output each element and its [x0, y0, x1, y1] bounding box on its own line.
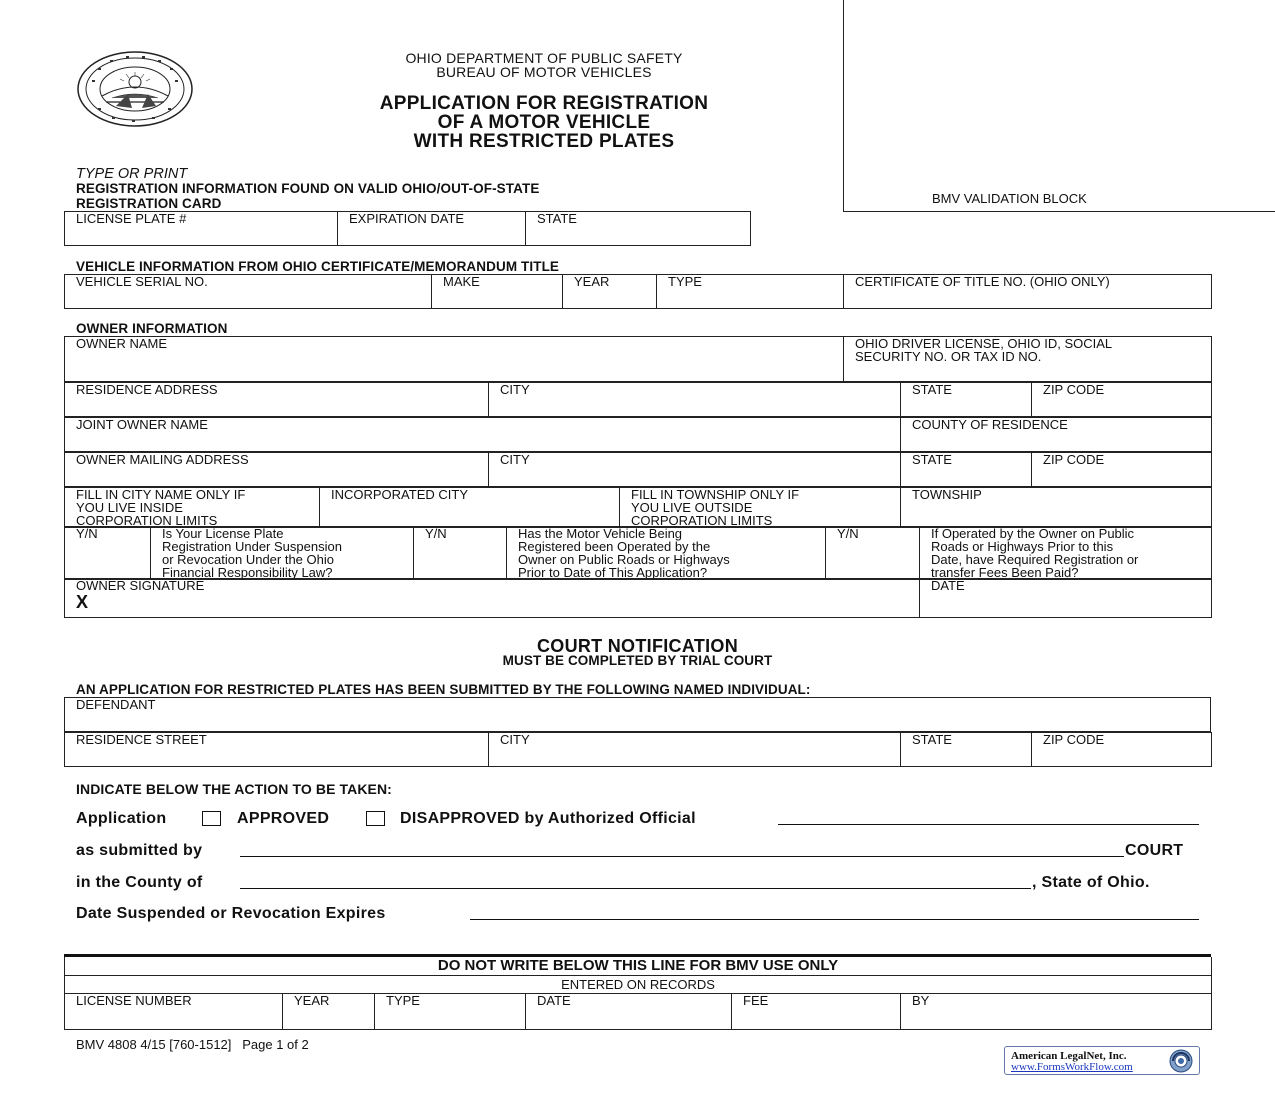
- county-of-label: in the County of: [76, 874, 203, 891]
- expiration-date-label: EXPIRATION DATE: [349, 211, 465, 226]
- registration-state-label: STATE: [537, 211, 577, 226]
- approved-checkbox[interactable]: [202, 811, 221, 826]
- q2-line-1: Has the Motor Vehicle Being: [518, 526, 683, 541]
- year-label: YEAR: [574, 274, 610, 289]
- mailing-zip-field[interactable]: [1032, 453, 1212, 487]
- signature-date-label: DATE: [931, 578, 965, 593]
- submitted-by-line[interactable]: [240, 856, 1124, 857]
- state-seal: [76, 50, 194, 128]
- form-number: BMV 4808 4/15 [760-1512] Page 1 of 2: [76, 1037, 309, 1052]
- bmv-type-field[interactable]: [375, 993, 526, 1030]
- bmv-date-field[interactable]: [526, 993, 732, 1030]
- agency-name: [300, 51, 788, 79]
- q3-line-4: transfer Fees Been Paid?: [931, 565, 1079, 580]
- residence-street-field[interactable]: [65, 733, 489, 767]
- q1-line-2: Registration Under Suspension: [162, 539, 342, 554]
- owner-signature-field[interactable]: [65, 579, 920, 618]
- year-field[interactable]: [563, 275, 657, 309]
- fill-township-line-2: YOU LIVE OUTSIDE: [631, 500, 753, 515]
- owner-name-field[interactable]: [65, 337, 844, 382]
- residence-zip-field[interactable]: [1032, 383, 1212, 417]
- residence-state-label: STATE: [912, 382, 952, 397]
- mailing-state-label: STATE: [912, 452, 952, 467]
- owner-name-table: [64, 336, 1212, 382]
- mailing-city-label: CITY: [500, 452, 530, 467]
- bmv-license-number-field[interactable]: [65, 993, 283, 1030]
- agency-line-1: OHIO DEPARTMENT OF PUBLIC SAFETY: [405, 50, 683, 66]
- owner-signature-label: OWNER SIGNATURE: [76, 578, 205, 593]
- registration-table: [64, 211, 751, 246]
- q1-line-3: or Revocation Under the Ohio: [162, 552, 334, 567]
- owner-id-label-line-1: OHIO DRIVER LICENSE, OHIO ID, SOCIAL: [855, 336, 1113, 351]
- defendant-zip-label: ZIP CODE: [1043, 732, 1105, 747]
- expiration-date-field[interactable]: [338, 212, 526, 246]
- license-plate-field[interactable]: [65, 212, 338, 246]
- title-line-2: OF A MOTOR VEHICLE: [437, 112, 651, 133]
- defendant-label: DEFENDANT: [76, 697, 156, 712]
- joint-owner-label: JOINT OWNER NAME: [76, 417, 208, 432]
- named-individual-heading: AN APPLICATION FOR RESTRICTED PLATES HAS BEEN SUBMITTED BY THE FOLLOWING NAMED INDIVIDUAL:: [76, 682, 811, 697]
- fill-township-line-1: FILL IN TOWNSHIP ONLY IF: [631, 487, 800, 502]
- q2-line-3: Owner on Public Roads or Highways: [518, 552, 730, 567]
- mailing-zip-label: ZIP CODE: [1043, 452, 1105, 467]
- q2-line-4: Prior to Date of This Application?: [518, 565, 708, 580]
- mailing-state-field[interactable]: [901, 453, 1032, 487]
- q3-yn-label: Y/N: [837, 526, 859, 541]
- bmv-year-field[interactable]: [283, 993, 375, 1030]
- signature-date-field[interactable]: [920, 579, 1212, 618]
- title-line-3: WITH RESTRICTED PLATES: [413, 131, 675, 152]
- registration-heading: [76, 182, 539, 211]
- registration-state-field[interactable]: [526, 212, 751, 246]
- bmv-year-label: YEAR: [294, 992, 330, 1008]
- approved-label: APPROVED: [237, 810, 330, 827]
- title-number-label: CERTIFICATE OF TITLE NO. (OHIO ONLY): [855, 274, 1110, 289]
- title-number-field[interactable]: [844, 275, 1212, 309]
- disapproved-label: DISAPPROVED by Authorized Official: [400, 810, 696, 827]
- corporation-table: [64, 487, 1212, 528]
- residence-city-label: CITY: [500, 382, 530, 397]
- make-label: MAKE: [443, 274, 480, 289]
- state-of-ohio-label: , State of Ohio.: [1032, 874, 1150, 891]
- county-field[interactable]: [901, 418, 1212, 452]
- county-label: COUNTY OF RESIDENCE: [912, 417, 1068, 432]
- owner-heading: OWNER INFORMATION: [76, 321, 228, 336]
- bmv-use-heading: DO NOT WRITE BELOW THIS LINE FOR BMV USE ONLY: [437, 957, 839, 974]
- agency-line-2: BUREAU OF MOTOR VEHICLES: [436, 64, 652, 80]
- fill-city-line-2: YOU LIVE INSIDE: [76, 500, 183, 515]
- brand-name: American LegalNet, Inc.: [1011, 1050, 1127, 1062]
- township-field[interactable]: [901, 488, 1212, 528]
- court-subheading: MUST BE COMPLETED BY TRIAL COURT: [502, 653, 773, 668]
- vehicle-table: [64, 274, 1212, 309]
- county-line[interactable]: [240, 888, 1031, 889]
- joint-owner-table: [64, 417, 1212, 452]
- residence-table: [64, 382, 1212, 417]
- defendant-state-field[interactable]: [901, 733, 1032, 767]
- license-plate-label: LICENSE PLATE #: [76, 211, 187, 226]
- residence-address-field[interactable]: [65, 383, 489, 417]
- vehicle-heading: VEHICLE INFORMATION FROM OHIO CERTIFICATE/MEMORANDUM TITLE: [76, 259, 560, 274]
- make-field[interactable]: [432, 275, 563, 309]
- bmv-by-label: BY: [912, 992, 930, 1008]
- title-line-1: APPLICATION FOR REGISTRATION: [379, 93, 709, 114]
- q1-line-4: Financial Responsibility Law?: [162, 565, 333, 580]
- defendant-city-field[interactable]: [489, 733, 901, 767]
- mailing-city-field[interactable]: [489, 453, 901, 487]
- bmv-fee-label: FEE: [743, 992, 769, 1008]
- bmv-use-heading-cell: [65, 957, 1212, 975]
- defendant-address-table: [64, 732, 1212, 767]
- bmv-date-label: DATE: [537, 992, 571, 1008]
- vehicle-serial-label: VEHICLE SERIAL NO.: [76, 274, 208, 289]
- fill-city-instruction: [65, 488, 320, 528]
- american-legalnet-logo[interactable]: [1004, 1046, 1200, 1075]
- form-title: [300, 94, 788, 151]
- owner-id-label-line-2: SECURITY NO. OR TAX ID NO.: [855, 349, 1042, 364]
- fill-township-line-3: CORPORATION LIMITS: [631, 513, 773, 528]
- incorporated-city-field[interactable]: [320, 488, 620, 528]
- q3-question: [920, 527, 1212, 580]
- validation-block-label: BMV VALIDATION BLOCK: [932, 191, 1087, 206]
- court-word: COURT: [1125, 842, 1184, 859]
- date-expires-label: Date Suspended or Revocation Expires: [76, 905, 386, 922]
- application-label: Application: [76, 810, 167, 827]
- brand-url: www.FormsWorkFlow.com: [1011, 1061, 1133, 1073]
- date-expires-line[interactable]: [470, 919, 1199, 920]
- entered-records-label: ENTERED ON RECORDS: [561, 976, 715, 992]
- residence-city-field[interactable]: [489, 383, 901, 417]
- globe-icon: [1169, 1049, 1193, 1073]
- court-heading: COURT NOTIFICATION: [536, 636, 739, 656]
- q3-line-3: Date, have Required Registration or: [931, 552, 1139, 567]
- q1-yn-field[interactable]: [65, 527, 151, 580]
- bmv-type-label: TYPE: [386, 992, 420, 1008]
- q2-yn-label: Y/N: [425, 526, 447, 541]
- registration-heading-line-1: REGISTRATION INFORMATION FOUND ON VALID OHIO/OUT-OF-STATE: [76, 181, 540, 196]
- bmv-fee-field[interactable]: [732, 993, 901, 1030]
- entered-records-cell: [65, 975, 1212, 993]
- mailing-address-field[interactable]: [65, 453, 489, 487]
- bmv-use-table: [64, 957, 1212, 1030]
- q3-line-2: Roads or Highways Prior to this: [931, 539, 1114, 554]
- residence-address-label: RESIDENCE ADDRESS: [76, 382, 218, 397]
- registration-heading-line-2: REGISTRATION CARD: [76, 196, 222, 211]
- incorporated-city-label: INCORPORATED CITY: [331, 487, 468, 502]
- q2-line-2: Registered been Operated by the: [518, 539, 711, 554]
- fill-city-line-1: FILL IN CITY NAME ONLY IF: [76, 487, 246, 502]
- authorized-official-line[interactable]: [778, 824, 1199, 825]
- defendant-state-label: STATE: [912, 732, 952, 747]
- type-or-print-note: TYPE OR PRINT: [76, 166, 188, 182]
- q1-yn-label: Y/N: [76, 526, 98, 541]
- defendant-table: [64, 697, 1211, 732]
- q2-question: [507, 527, 826, 580]
- submitted-by-label: as submitted by: [76, 842, 203, 859]
- signature-table: [64, 578, 1212, 618]
- defendant-zip-field[interactable]: [1032, 733, 1212, 767]
- bmv-license-number-label: LICENSE NUMBER: [76, 992, 192, 1008]
- type-label: TYPE: [668, 274, 702, 289]
- type-field[interactable]: [657, 275, 844, 309]
- bmv-validation-block: [843, 0, 1275, 212]
- questions-table: [64, 526, 1212, 580]
- mailing-table: [64, 452, 1212, 487]
- residence-zip-label: ZIP CODE: [1043, 382, 1105, 397]
- disapproved-checkbox[interactable]: [366, 811, 385, 826]
- defendant-city-label: CITY: [500, 732, 530, 747]
- residence-street-label: RESIDENCE STREET: [76, 732, 207, 747]
- joint-owner-field[interactable]: [65, 418, 901, 452]
- bmv-by-field[interactable]: [901, 993, 1212, 1030]
- residence-state-field[interactable]: [901, 383, 1032, 417]
- owner-id-field[interactable]: [844, 337, 1212, 382]
- action-heading: INDICATE BELOW THE ACTION TO BE TAKEN:: [76, 781, 392, 797]
- q3-yn-field[interactable]: [826, 527, 920, 580]
- fill-city-line-3: CORPORATION LIMITS: [76, 513, 218, 528]
- q1-line-1: Is Your License Plate: [162, 526, 284, 541]
- township-label: TOWNSHIP: [912, 487, 982, 502]
- q2-yn-field[interactable]: [414, 527, 507, 580]
- q1-question: [151, 527, 414, 580]
- mailing-address-label: OWNER MAILING ADDRESS: [76, 452, 249, 467]
- q3-line-1: If Operated by the Owner on Public: [931, 526, 1135, 541]
- signature-x-mark: X: [76, 592, 89, 612]
- defendant-field[interactable]: [65, 698, 1211, 732]
- owner-name-label: OWNER NAME: [76, 336, 167, 351]
- vehicle-serial-field[interactable]: [65, 275, 432, 309]
- fill-township-instruction: [620, 488, 901, 528]
